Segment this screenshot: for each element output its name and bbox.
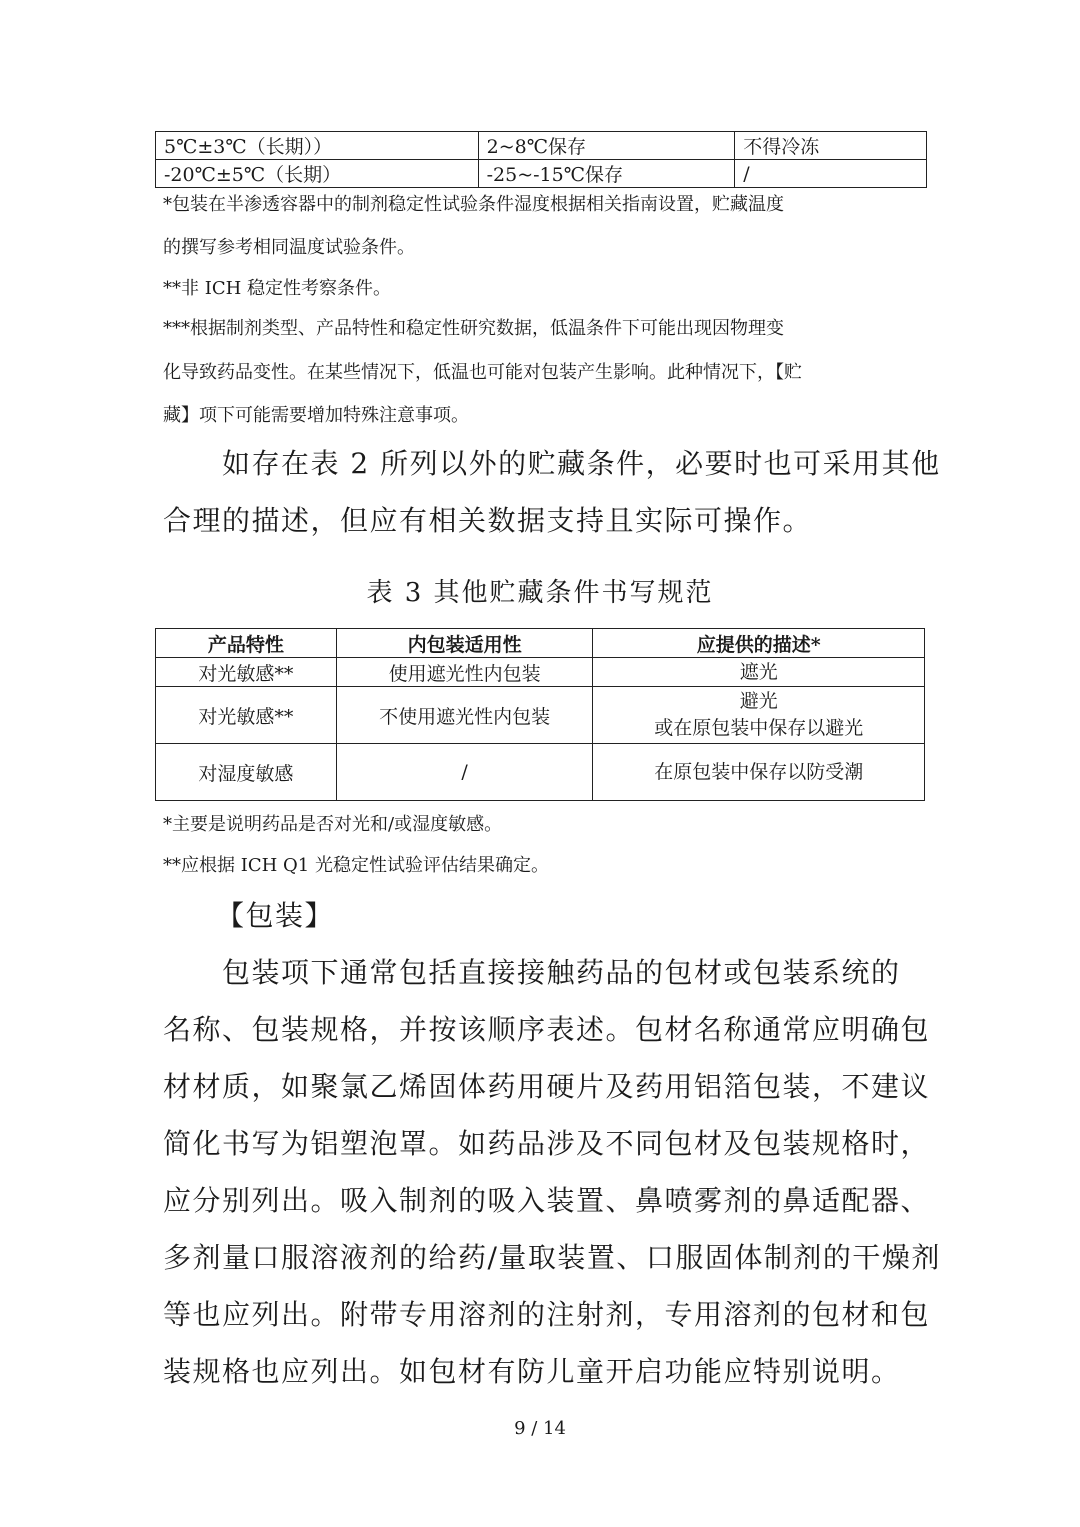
paragraph-line: 装规格也应列出。如包材有防儿童开启功能应特别说明。 <box>163 1355 901 1388</box>
table-cell: -20℃±5℃（长期） <box>156 160 479 188</box>
table-row <box>156 744 925 801</box>
table-header-row <box>156 629 925 658</box>
paragraph-line: 应分别列出。吸入制剂的吸入装置、鼻喷雾剂的鼻适配器、 <box>163 1184 931 1217</box>
table-cell: 使用遮光性内包装 <box>336 658 593 687</box>
table3-caption: 表 3 其他贮藏条件书写规范 <box>366 578 714 608</box>
page-number: 9 / 14 <box>514 1418 566 1439</box>
paragraph-line: 合理的描述，但应有相关数据支持且实际可操作。 <box>163 504 813 537</box>
table-cell: / <box>735 160 927 188</box>
table-cell <box>593 687 925 744</box>
cell-text: 在原包装中保存以防受潮 <box>654 760 864 783</box>
paragraph-line: 等也应列出。附带专用溶剂的注射剂，专用溶剂的包材和包 <box>163 1298 931 1331</box>
table2-footnote-line: 藏】项下可能需要增加特殊注意事项。 <box>163 405 469 426</box>
table-cell <box>593 744 925 801</box>
table-cell: 对湿度敏感 <box>156 744 337 801</box>
cell-text: 遮光 <box>739 660 778 683</box>
section-heading: 【包装】 <box>216 899 335 932</box>
paragraph-line: 多剂量口服溶液剂的给药/量取装置、口服固体制剂的干燥剂 <box>163 1241 941 1274</box>
paragraph-line: 简化书写为铝塑泡罩。如药品涉及不同包材及包装规格时， <box>163 1127 931 1160</box>
cell-text: 避光 <box>739 690 778 712</box>
table-cell <box>593 658 925 687</box>
table-row <box>156 658 925 687</box>
table-cell: -25~-15℃保存 <box>478 160 735 188</box>
table-row <box>156 132 927 160</box>
table-cell: / <box>336 744 593 801</box>
table2-footnote-line: **非 ICH 稳定性考察条件。 <box>163 278 392 299</box>
storage-conditions-table-tail <box>155 131 927 188</box>
table-cell: 2~8℃保存 <box>478 132 735 160</box>
table-cell: 对光敏感** <box>156 658 337 687</box>
paragraph-line: 名称、包装规格，并按该顺序表述。包材名称通常应明确包 <box>163 1013 931 1046</box>
table-cell: 5℃±3℃（长期）） <box>156 132 479 160</box>
table3-footnote-line: *主要是说明药品是否对光和/或湿度敏感。 <box>163 814 503 835</box>
paragraph-line: 材材质，如聚氯乙烯固体药用硬片及药用铝箔包装，不建议 <box>163 1070 931 1103</box>
table-row <box>156 160 927 188</box>
table2-footnote-line: 的撰写参考相同温度试验条件。 <box>163 237 415 258</box>
column-header: 应提供的描述* <box>593 629 925 658</box>
table2-footnote-line: ***根据制剂类型、产品特性和稳定性研究数据，低温条件下可能出现因物理变 <box>163 318 784 339</box>
column-header: 产品特性 <box>156 629 337 658</box>
table-cell: 不使用遮光性内包装 <box>336 687 593 744</box>
paragraph-line: 包装项下通常包括直接接触药品的包材或包装系统的 <box>222 956 901 989</box>
table-cell: 不得冷冻 <box>735 132 927 160</box>
table2-footnote-line: *包装在半渗透容器中的制剂稳定性试验条件湿度根据相关指南设置，贮藏温度 <box>163 194 784 215</box>
paragraph-line: 如存在表 2 所列以外的贮藏条件，必要时也可采用其他 <box>222 447 941 480</box>
table-cell: 对光敏感** <box>156 687 337 744</box>
cell-text: 或在原包装中保存以避光 <box>654 717 864 739</box>
table3-footnote-line: **应根据 ICH Q1 光稳定性试验评估结果确定。 <box>163 855 549 876</box>
table-row <box>156 687 925 744</box>
column-header: 内包装适用性 <box>336 629 593 658</box>
table2-footnote-line: 化导致药品变性。在某些情况下，低温也可能对包装产生影响。此种情况下，【贮 <box>163 362 802 383</box>
other-storage-conditions-table <box>155 628 925 801</box>
